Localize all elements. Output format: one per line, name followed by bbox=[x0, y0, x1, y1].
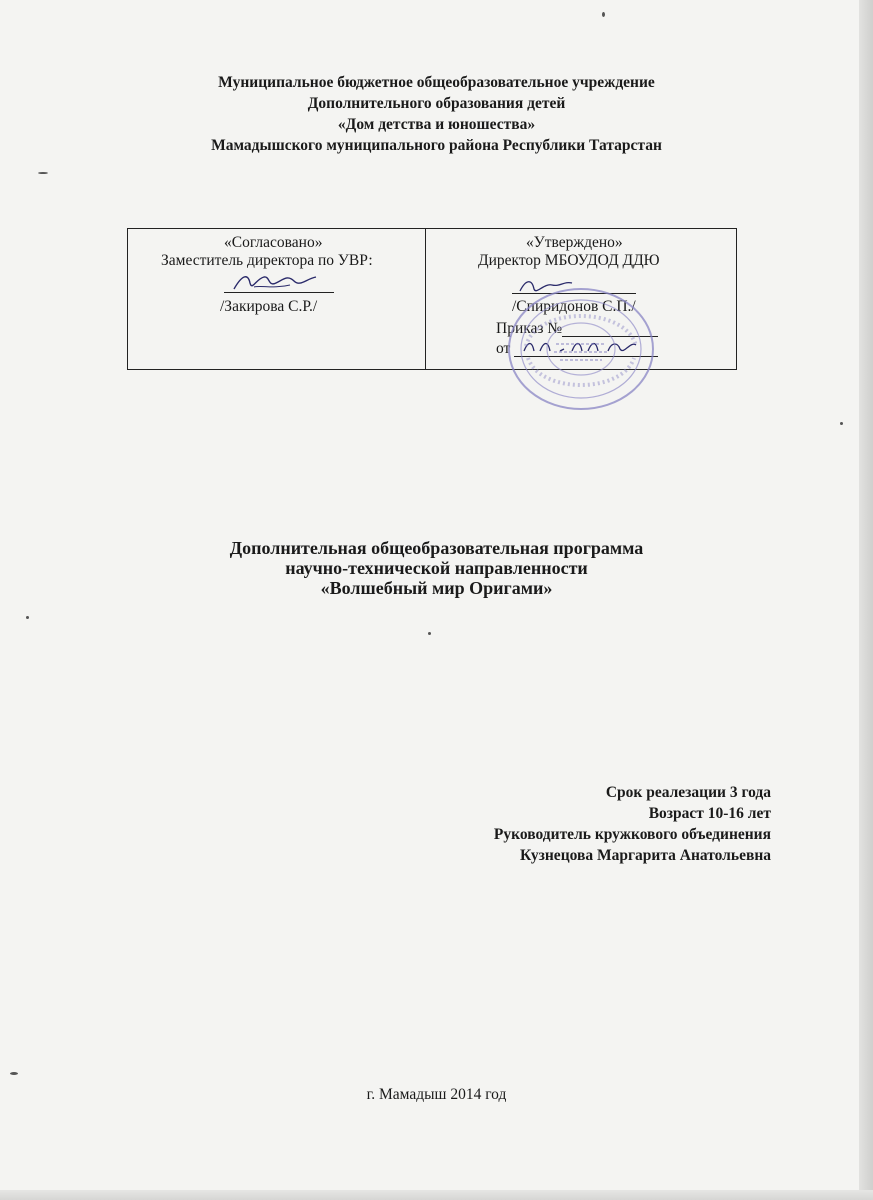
scan-speck bbox=[840, 422, 843, 425]
header-line-1: Муниципальное бюджетное общеобразовательное учреждение bbox=[218, 74, 655, 91]
agreed-cell bbox=[128, 229, 426, 369]
leader-title: Руководитель кружкового объединения bbox=[493, 826, 771, 843]
agreed-name: /Закирова С.Р./ bbox=[220, 298, 318, 315]
scan-speck bbox=[428, 632, 431, 635]
institution-header bbox=[0, 72, 873, 156]
scan-edge-right bbox=[859, 0, 873, 1200]
approved-signature-icon bbox=[516, 275, 576, 297]
program-details bbox=[494, 782, 771, 866]
program-line-3: «Волшебный мир Оригами» bbox=[320, 578, 553, 598]
implementation-term: Срок реалезации 3 года bbox=[605, 784, 771, 801]
program-line-2: научно-технической направленности bbox=[285, 558, 588, 578]
header-line-3: «Дом детства и юношества» bbox=[337, 116, 536, 133]
approved-cell bbox=[426, 229, 736, 369]
approved-label: «Утверждено» bbox=[526, 234, 623, 251]
approved-position: Директор МБОУДОД ДДЮ bbox=[478, 252, 660, 269]
approval-table bbox=[127, 228, 737, 370]
leader-name: Кузнецова Маргарита Анатольевна bbox=[520, 847, 771, 864]
header-line-4: Мамадышского муниципального района Республики Татарстан bbox=[211, 137, 662, 154]
program-title bbox=[0, 538, 873, 598]
program-line-1: Дополнительная общеобразовательная программа bbox=[229, 538, 644, 558]
scan-speck bbox=[26, 616, 29, 619]
age-range: Возраст 10-16 лет bbox=[648, 805, 771, 822]
agreed-label: «Согласовано» bbox=[224, 234, 323, 251]
header-line-2: Дополнительного образования детей bbox=[307, 95, 566, 112]
handwritten-date-icon bbox=[520, 337, 640, 357]
agreed-position: Заместитель директора по УВР: bbox=[161, 252, 373, 269]
scan-speck bbox=[10, 1072, 18, 1075]
approved-name: /Спиридонов С.П./ bbox=[512, 298, 636, 315]
date-label: от bbox=[496, 340, 511, 357]
scan-speck bbox=[602, 12, 605, 17]
agreed-signature-icon bbox=[230, 269, 320, 297]
scan-edge-bottom bbox=[0, 1190, 873, 1200]
scan-speck bbox=[38, 172, 48, 174]
place-year: г. Мамадыш 2014 год bbox=[366, 1086, 507, 1103]
order-label: Приказ № bbox=[496, 320, 563, 337]
